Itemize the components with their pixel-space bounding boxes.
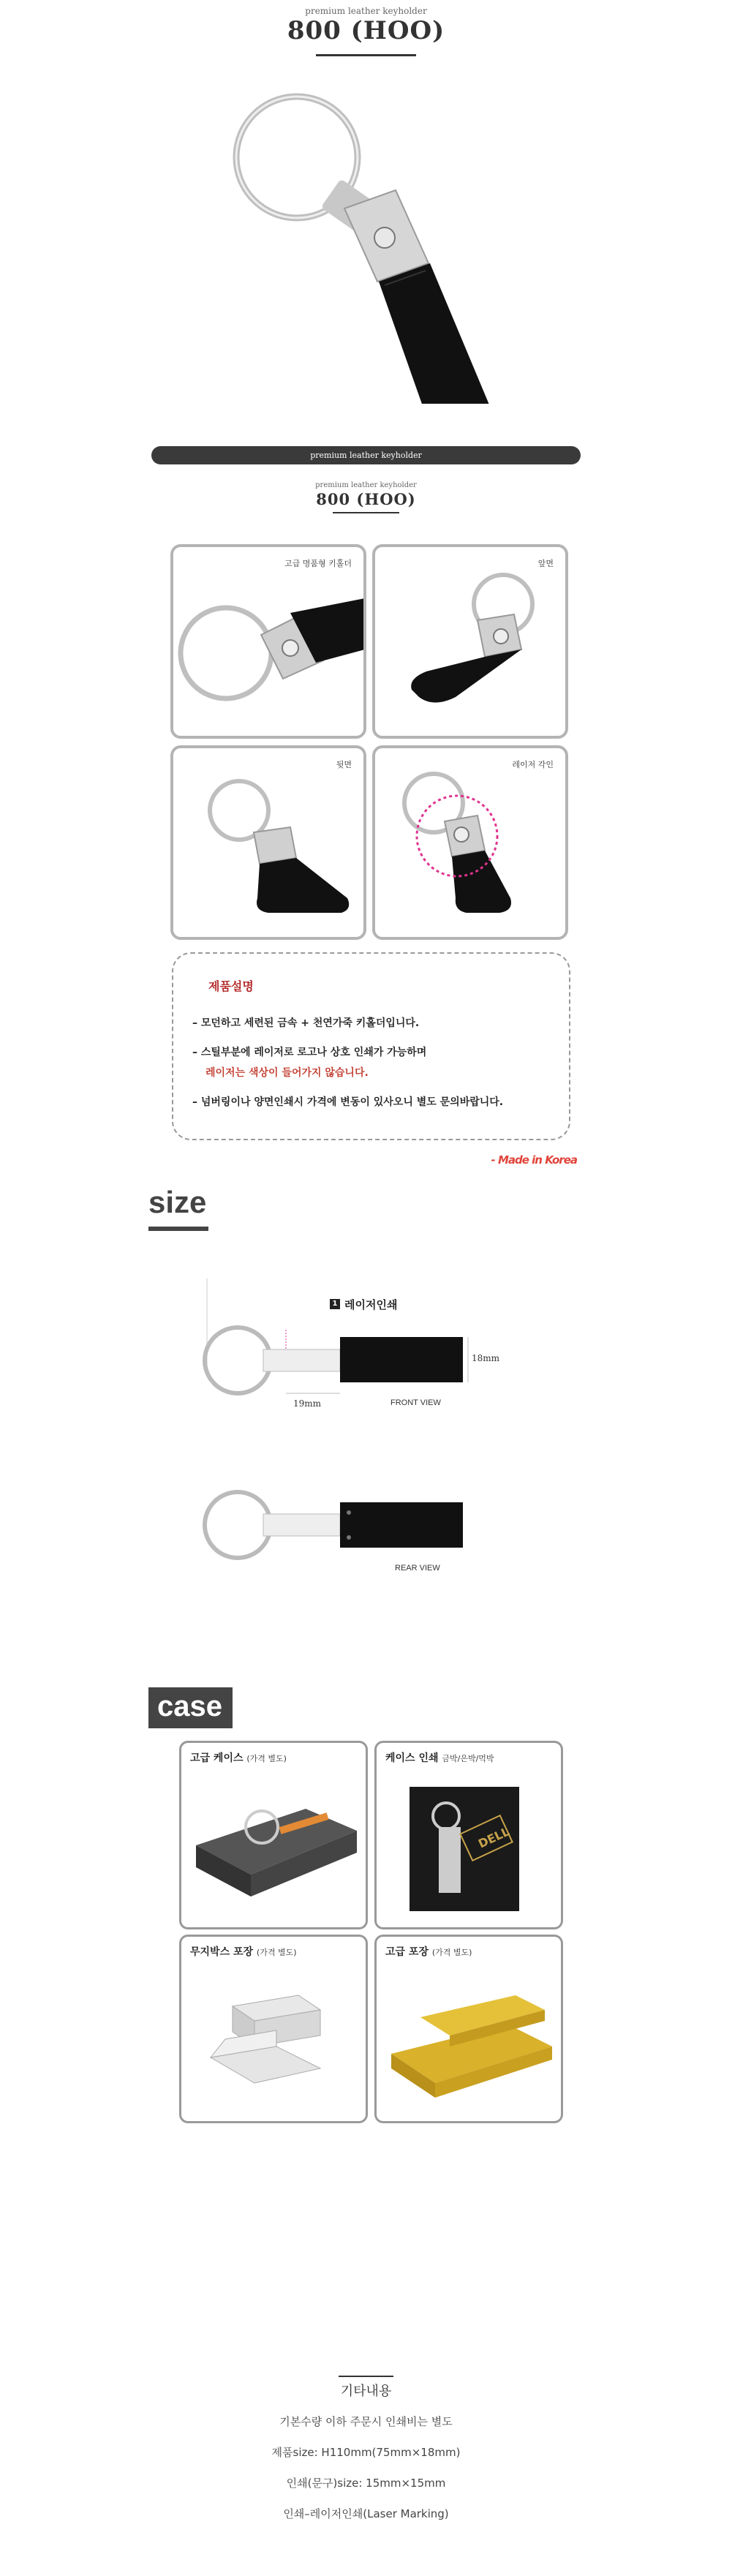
gallery-label: 앞면 bbox=[537, 559, 554, 568]
front-view-label: FRONT VIEW bbox=[390, 1398, 441, 1407]
case-item-label bbox=[385, 1750, 494, 1765]
hero-product-image bbox=[209, 80, 523, 404]
case-item-premium bbox=[179, 1741, 368, 1929]
made-in-label: - Made in Korea bbox=[491, 1153, 577, 1167]
laser-print-label: 레이저인쇄 bbox=[344, 1298, 398, 1311]
case-item-label bbox=[190, 1944, 297, 1959]
case-item-note: 금박/은박/먹박 bbox=[442, 1754, 494, 1763]
gallery-photo-front bbox=[372, 544, 568, 739]
description-line-2b: 레이저는 색상이 들어가지 않습니다. bbox=[205, 1067, 369, 1079]
front-view-diagram bbox=[194, 1273, 545, 1434]
footer-line-4: 인쇄–레이저인쇄(Laser Marking) bbox=[283, 2507, 449, 2520]
section2-underline bbox=[333, 512, 399, 513]
description-line-1: – 모던하고 세련된 금속 + 천연가죽 키홀더입니다. bbox=[192, 1017, 420, 1029]
rear-view-diagram bbox=[194, 1477, 545, 1587]
case-item-note: (가격 별도) bbox=[431, 1948, 472, 1957]
header-underline bbox=[316, 54, 416, 56]
laser-badge: 1 bbox=[330, 1299, 340, 1309]
description-box bbox=[172, 952, 570, 1140]
footer-rule bbox=[339, 2376, 393, 2377]
gallery-label: 고급 명품형 키홀더 bbox=[284, 559, 352, 568]
header-title: 800 (HOO) bbox=[287, 16, 445, 45]
height-dimension-label: 19mm bbox=[293, 1398, 322, 1409]
case-item-gift-wrap bbox=[374, 1935, 563, 2123]
rear-view-label: REAR VIEW bbox=[395, 1564, 440, 1573]
footer-line-1: 기본수량 이하 주문시 인쇄비는 별도 bbox=[279, 2415, 453, 2428]
section2-subtitle: premium leather keyholder bbox=[315, 481, 417, 489]
gallery-label: 레이저 각인 bbox=[512, 760, 554, 769]
footer-line-2: 제품size: H110mm(75mm×18mm) bbox=[271, 2446, 461, 2459]
gallery-photo-laser bbox=[372, 745, 568, 940]
case-item-name: 고급 케이스 bbox=[190, 1752, 244, 1764]
case-item-plain-box bbox=[179, 1935, 368, 2123]
description-line-2: – 스틸부분에 레이저로 로고나 상호 인쇄가 가능하며 bbox=[192, 1047, 427, 1058]
case-item-label bbox=[385, 1944, 472, 1959]
case-title: case bbox=[148, 1687, 233, 1728]
gallery-photo-premium bbox=[170, 544, 366, 739]
case-item-print bbox=[374, 1741, 563, 1929]
description-line-3: – 넘버링이나 양면인쇄시 가격에 변동이 있사오니 별도 문의바랍니다. bbox=[192, 1096, 504, 1108]
footer-line-3: 인쇄(문구)size: 15mm×15mm bbox=[286, 2477, 446, 2490]
size-title: size bbox=[148, 1185, 207, 1219]
case-item-note: (가격 별도) bbox=[246, 1754, 287, 1763]
gallery-photo-back bbox=[170, 745, 366, 940]
description-title: 제품설명 bbox=[208, 979, 254, 993]
dell-logo: DELL bbox=[476, 1824, 512, 1851]
case-item-note: (가격 별도) bbox=[256, 1948, 297, 1957]
case-item-name: 무지박스 포장 bbox=[190, 1946, 254, 1958]
gallery-label: 뒷면 bbox=[336, 760, 352, 769]
width-dimension-label: 18mm bbox=[472, 1353, 500, 1363]
size-underline bbox=[148, 1227, 208, 1231]
header-subtitle: premium leather keyholder bbox=[305, 6, 427, 16]
case-item-label bbox=[190, 1750, 287, 1765]
case-item-name: 고급 포장 bbox=[385, 1946, 429, 1958]
section-banner: premium leather keyholder bbox=[151, 446, 581, 464]
footer-title: 기타내용 bbox=[340, 2384, 392, 2399]
section2-title: 800 (HOO) bbox=[316, 490, 416, 508]
case-item-name: 케이스 인쇄 bbox=[385, 1752, 439, 1764]
